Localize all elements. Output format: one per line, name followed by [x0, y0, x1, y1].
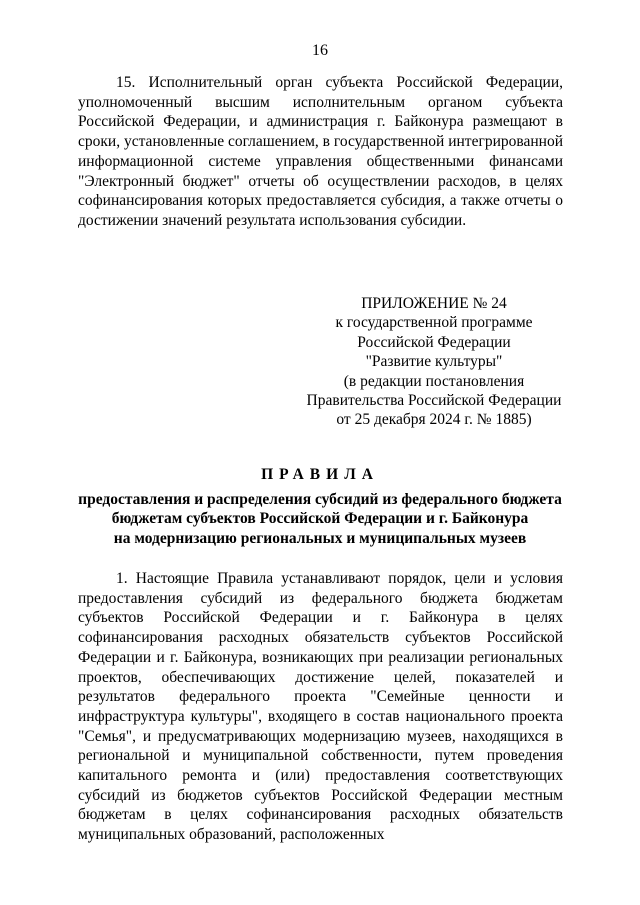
page-number: 16: [312, 42, 328, 59]
appendix-program-name: "Развитие культуры": [365, 353, 503, 371]
rules-subtitle-line: предоставления и распределения субсидий из федерального бюджета: [78, 491, 562, 508]
rules-subtitle-line: бюджетам субъектов Российской Федерации и г. Байконура: [111, 510, 529, 528]
appendix-date: от 25 декабря 2024 г. № 1885): [336, 411, 532, 429]
appendix-header: [300, 294, 568, 430]
rules-subtitle-line: на модернизацию региональных и муниципальных музеев: [113, 529, 527, 547]
appendix-line: Российской Федерации: [357, 333, 511, 351]
appendix-line: Правительства Российской Федерации: [306, 392, 562, 410]
appendix-number: ПРИЛОЖЕНИЕ № 24: [361, 295, 507, 312]
appendix-line: к государственной программе: [335, 314, 533, 332]
rules-subtitle: [60, 490, 580, 548]
paragraph-1: 1. Настоящие Правила устанавливают порядок, цели и условия предоставления субсидий из федерального бюджета бюджетам субъектов Российской Федерации и г. Байконура в целях софинансирования расходных обязательств субъектов Российской Федерации и г. Байконура, возникающих при реализации региональных проектов, обеспечивающих достижение целей, показателей и результатов федерального проекта "Семейные ценности и инфраструктура культуры", входящего в состав национального проекта "Семья", и предусматривающих модернизацию музеев, находящихся в региональной и муниципальной собственности, путем проведения капитального ремонта и (или) предоставления соответствующих субсидий из бюджетов субъектов Российской Федерации местным бюджетам в целях софинансирования расходных обязательств муниципальных образований, расположенных: [78, 570, 563, 844]
appendix-line: (в редакции постановления: [343, 372, 525, 390]
rules-title: ПРАВИЛА: [261, 466, 379, 483]
paragraph-15: 15. Исполнительный орган субъекта Российской Федерации, уполномоченный высшим исполнительным органом субъекта Российской Федерации, и администрация г. Байконура размещают в сроки, установленные соглашением, в государственной интегрированной информационной системе управления общественными финансами "Электронный бюджет" отчеты об осуществлении расходов, в целях софинансирования которых предоставляется субсидия, а также отчеты о достижении значений результата использования субсидии.: [78, 74, 563, 229]
